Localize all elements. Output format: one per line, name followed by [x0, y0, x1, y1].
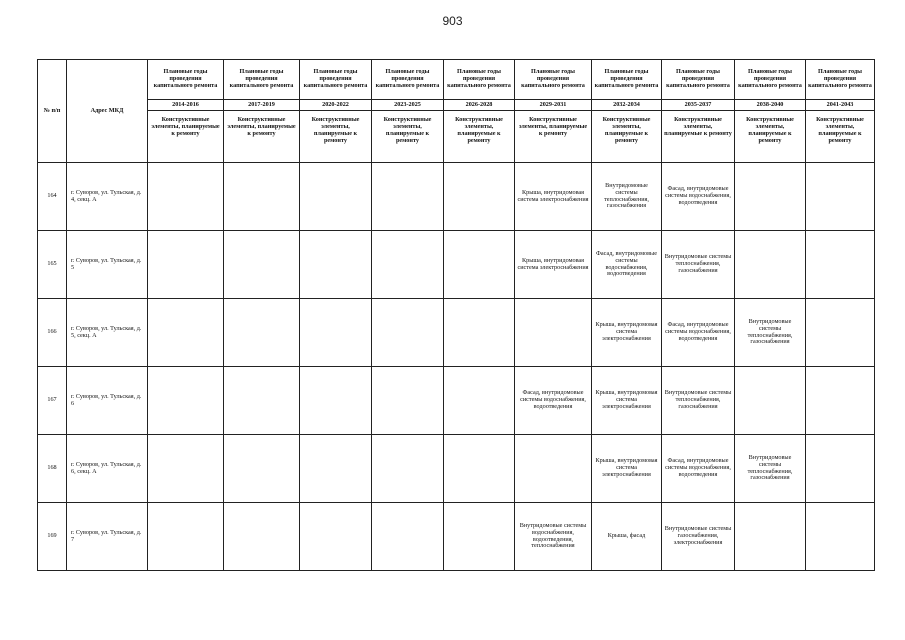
table-row [38, 367, 875, 435]
repair-elements-cell: Внутридомовые системы теплоснабжения, газоснабжения [662, 367, 735, 435]
row-address: г. Суворов, ул. Тульская, д. 6 [67, 367, 148, 435]
repair-elements-cell: Внутридомовые системы теплоснабжения, газоснабжения [592, 163, 662, 231]
repair-elements-cell: Внутридомовые системы теплоснабжения, газоснабжения [735, 299, 806, 367]
repair-elements-cell [806, 435, 875, 503]
repair-elements-cell [148, 503, 224, 571]
repair-elements-cell [224, 163, 300, 231]
repair-elements-cell: Фасад, внутридомовые системы водоснабжения, водоотведения [515, 367, 592, 435]
header-period-subtitle: Конструктивные элементы, планируемые к ремонту [148, 111, 224, 163]
header-period-title: Плановые годы проведения капитального ремонта [592, 60, 662, 100]
repair-elements-cell: Внутридомовые системы теплоснабжения, газоснабжения [735, 435, 806, 503]
header-period-years: 2020-2022 [300, 100, 372, 111]
repair-elements-cell [372, 231, 444, 299]
row-number: 165 [38, 231, 67, 299]
table-row [38, 435, 875, 503]
table-row [38, 503, 875, 571]
repair-elements-cell: Крыша, внутридомовая система электроснабжения [592, 435, 662, 503]
header-period-subtitle: Конструктивные элементы, планируемые к ремонту [444, 111, 515, 163]
repair-elements-cell [735, 503, 806, 571]
repair-elements-cell [372, 163, 444, 231]
header-num: № п/п [38, 60, 67, 163]
header-period-subtitle: Конструктивные элементы, планируемые к ремонту [372, 111, 444, 163]
header-period-subtitle: Конструктивные элементы, планируемые к ремонту [735, 111, 806, 163]
header-period-title: Плановые годы проведения капитального ремонта [300, 60, 372, 100]
repair-elements-cell [372, 299, 444, 367]
row-number: 166 [38, 299, 67, 367]
repair-elements-cell [300, 231, 372, 299]
repair-elements-cell [148, 299, 224, 367]
repair-elements-cell: Фасад, внутридомовые системы водоснабжения, водоотведения [662, 163, 735, 231]
header-period-title: Плановые годы проведения капитального ремонта [372, 60, 444, 100]
row-address: г. Суворов, ул. Тульская, д. 5 [67, 231, 148, 299]
table-row [38, 231, 875, 299]
repair-elements-cell [372, 503, 444, 571]
repair-elements-cell [300, 435, 372, 503]
header-period-title: Плановые годы проведения капитального ремонта [515, 60, 592, 100]
repair-elements-cell [806, 503, 875, 571]
header-period-years: 2026-2028 [444, 100, 515, 111]
repair-schedule-table [37, 59, 875, 571]
header-period-title: Плановые годы проведения капитального ремонта [148, 60, 224, 100]
header-period-years: 2038-2040 [735, 100, 806, 111]
table-body [38, 163, 875, 571]
repair-elements-cell [515, 299, 592, 367]
repair-elements-cell [444, 435, 515, 503]
header-period-years: 2041-2043 [806, 100, 875, 111]
header-period-years: 2035-2037 [662, 100, 735, 111]
repair-elements-cell [735, 231, 806, 299]
header-period-title: Плановые годы проведения капитального ремонта [735, 60, 806, 100]
repair-elements-cell [148, 231, 224, 299]
header-period-years: 2014-2016 [148, 100, 224, 111]
repair-elements-cell [148, 163, 224, 231]
row-address: г. Суворов, ул. Тульская, д. 7 [67, 503, 148, 571]
repair-elements-cell [444, 367, 515, 435]
header-period-subtitle: Конструктивные элементы, планируемые к ремонту [300, 111, 372, 163]
row-address: г. Суворов, ул. Тульская, д. 4, секц. А [67, 163, 148, 231]
header-period-title: Плановые годы проведения капитального ремонта [444, 60, 515, 100]
repair-elements-cell [444, 503, 515, 571]
repair-elements-cell: Фасад, внутридомовые системы водоснабжения, водоотведения [662, 299, 735, 367]
table-row [38, 299, 875, 367]
repair-elements-cell: Внутридомовые системы газоснабжения, электроснабжения [662, 503, 735, 571]
repair-elements-cell [806, 299, 875, 367]
repair-elements-cell [735, 367, 806, 435]
repair-elements-cell [735, 163, 806, 231]
repair-elements-cell: Крыша, внутридомовая система электроснабжения [592, 367, 662, 435]
row-number: 164 [38, 163, 67, 231]
repair-elements-cell: Фасад, внутридомовые системы водоснабжения, водоотведения [662, 435, 735, 503]
header-period-title: Плановые годы проведения капитального ремонта [224, 60, 300, 100]
header-period-subtitle: Конструктивные элементы, планируемые к ремонту [515, 111, 592, 163]
repair-elements-cell [300, 503, 372, 571]
header-period-subtitle: Конструктивные элементы, планируемые к ремонту [224, 111, 300, 163]
repair-elements-cell: Внутридомовые системы водоснабжения, водоотведения, теплоснабжения [515, 503, 592, 571]
header-period-subtitle: Конструктивные элементы, планируемые к ремонту [662, 111, 735, 163]
header-address: Адрес МКД [67, 60, 148, 163]
repair-elements-cell [806, 163, 875, 231]
repair-elements-cell [806, 367, 875, 435]
repair-elements-cell: Крыша, внутридомовая система электроснабжения [592, 299, 662, 367]
repair-elements-cell [300, 299, 372, 367]
repair-elements-cell [224, 435, 300, 503]
repair-elements-cell [300, 367, 372, 435]
row-address: г. Суворов, ул. Тульская, д. 5, секц. А [67, 299, 148, 367]
header-period-subtitle: Конструктивные элементы, планируемые к ремонту [592, 111, 662, 163]
page-number: 903 [442, 14, 463, 28]
table-row [38, 163, 875, 231]
header-period-years: 2023-2025 [372, 100, 444, 111]
repair-elements-cell [224, 231, 300, 299]
repair-elements-cell: Крыша, внутридомовая система электроснабжения [515, 163, 592, 231]
row-number: 169 [38, 503, 67, 571]
repair-elements-cell [444, 231, 515, 299]
repair-elements-cell [300, 163, 372, 231]
repair-elements-cell [515, 435, 592, 503]
repair-elements-cell [372, 435, 444, 503]
header-period-years: 2032-2034 [592, 100, 662, 111]
header-period-years: 2029-2031 [515, 100, 592, 111]
repair-elements-cell [148, 435, 224, 503]
repair-elements-cell: Крыша, внутридомовая система электроснабжения [515, 231, 592, 299]
header-period-title: Плановые годы проведения капитального ремонта [806, 60, 875, 100]
row-number: 167 [38, 367, 67, 435]
table-header [38, 60, 875, 163]
repair-elements-cell [444, 163, 515, 231]
row-number: 168 [38, 435, 67, 503]
repair-elements-cell: Крыша, фасад [592, 503, 662, 571]
repair-elements-cell [224, 503, 300, 571]
header-period-title: Плановые годы проведения капитального ремонта [662, 60, 735, 100]
repair-elements-cell [444, 299, 515, 367]
header-period-subtitle: Конструктивные элементы, планируемые к ремонту [806, 111, 875, 163]
repair-elements-cell [148, 367, 224, 435]
repair-elements-cell: Внутридомовые системы теплоснабжения, газоснабжения [662, 231, 735, 299]
repair-elements-cell [224, 367, 300, 435]
repair-elements-cell [372, 367, 444, 435]
header-period-years: 2017-2019 [224, 100, 300, 111]
row-address: г. Суворов, ул. Тульская, д. 6, секц. А [67, 435, 148, 503]
repair-elements-cell [224, 299, 300, 367]
repair-elements-cell: Фасад, внутридомовые системы водоснабжения, водоотведения [592, 231, 662, 299]
repair-elements-cell [806, 231, 875, 299]
